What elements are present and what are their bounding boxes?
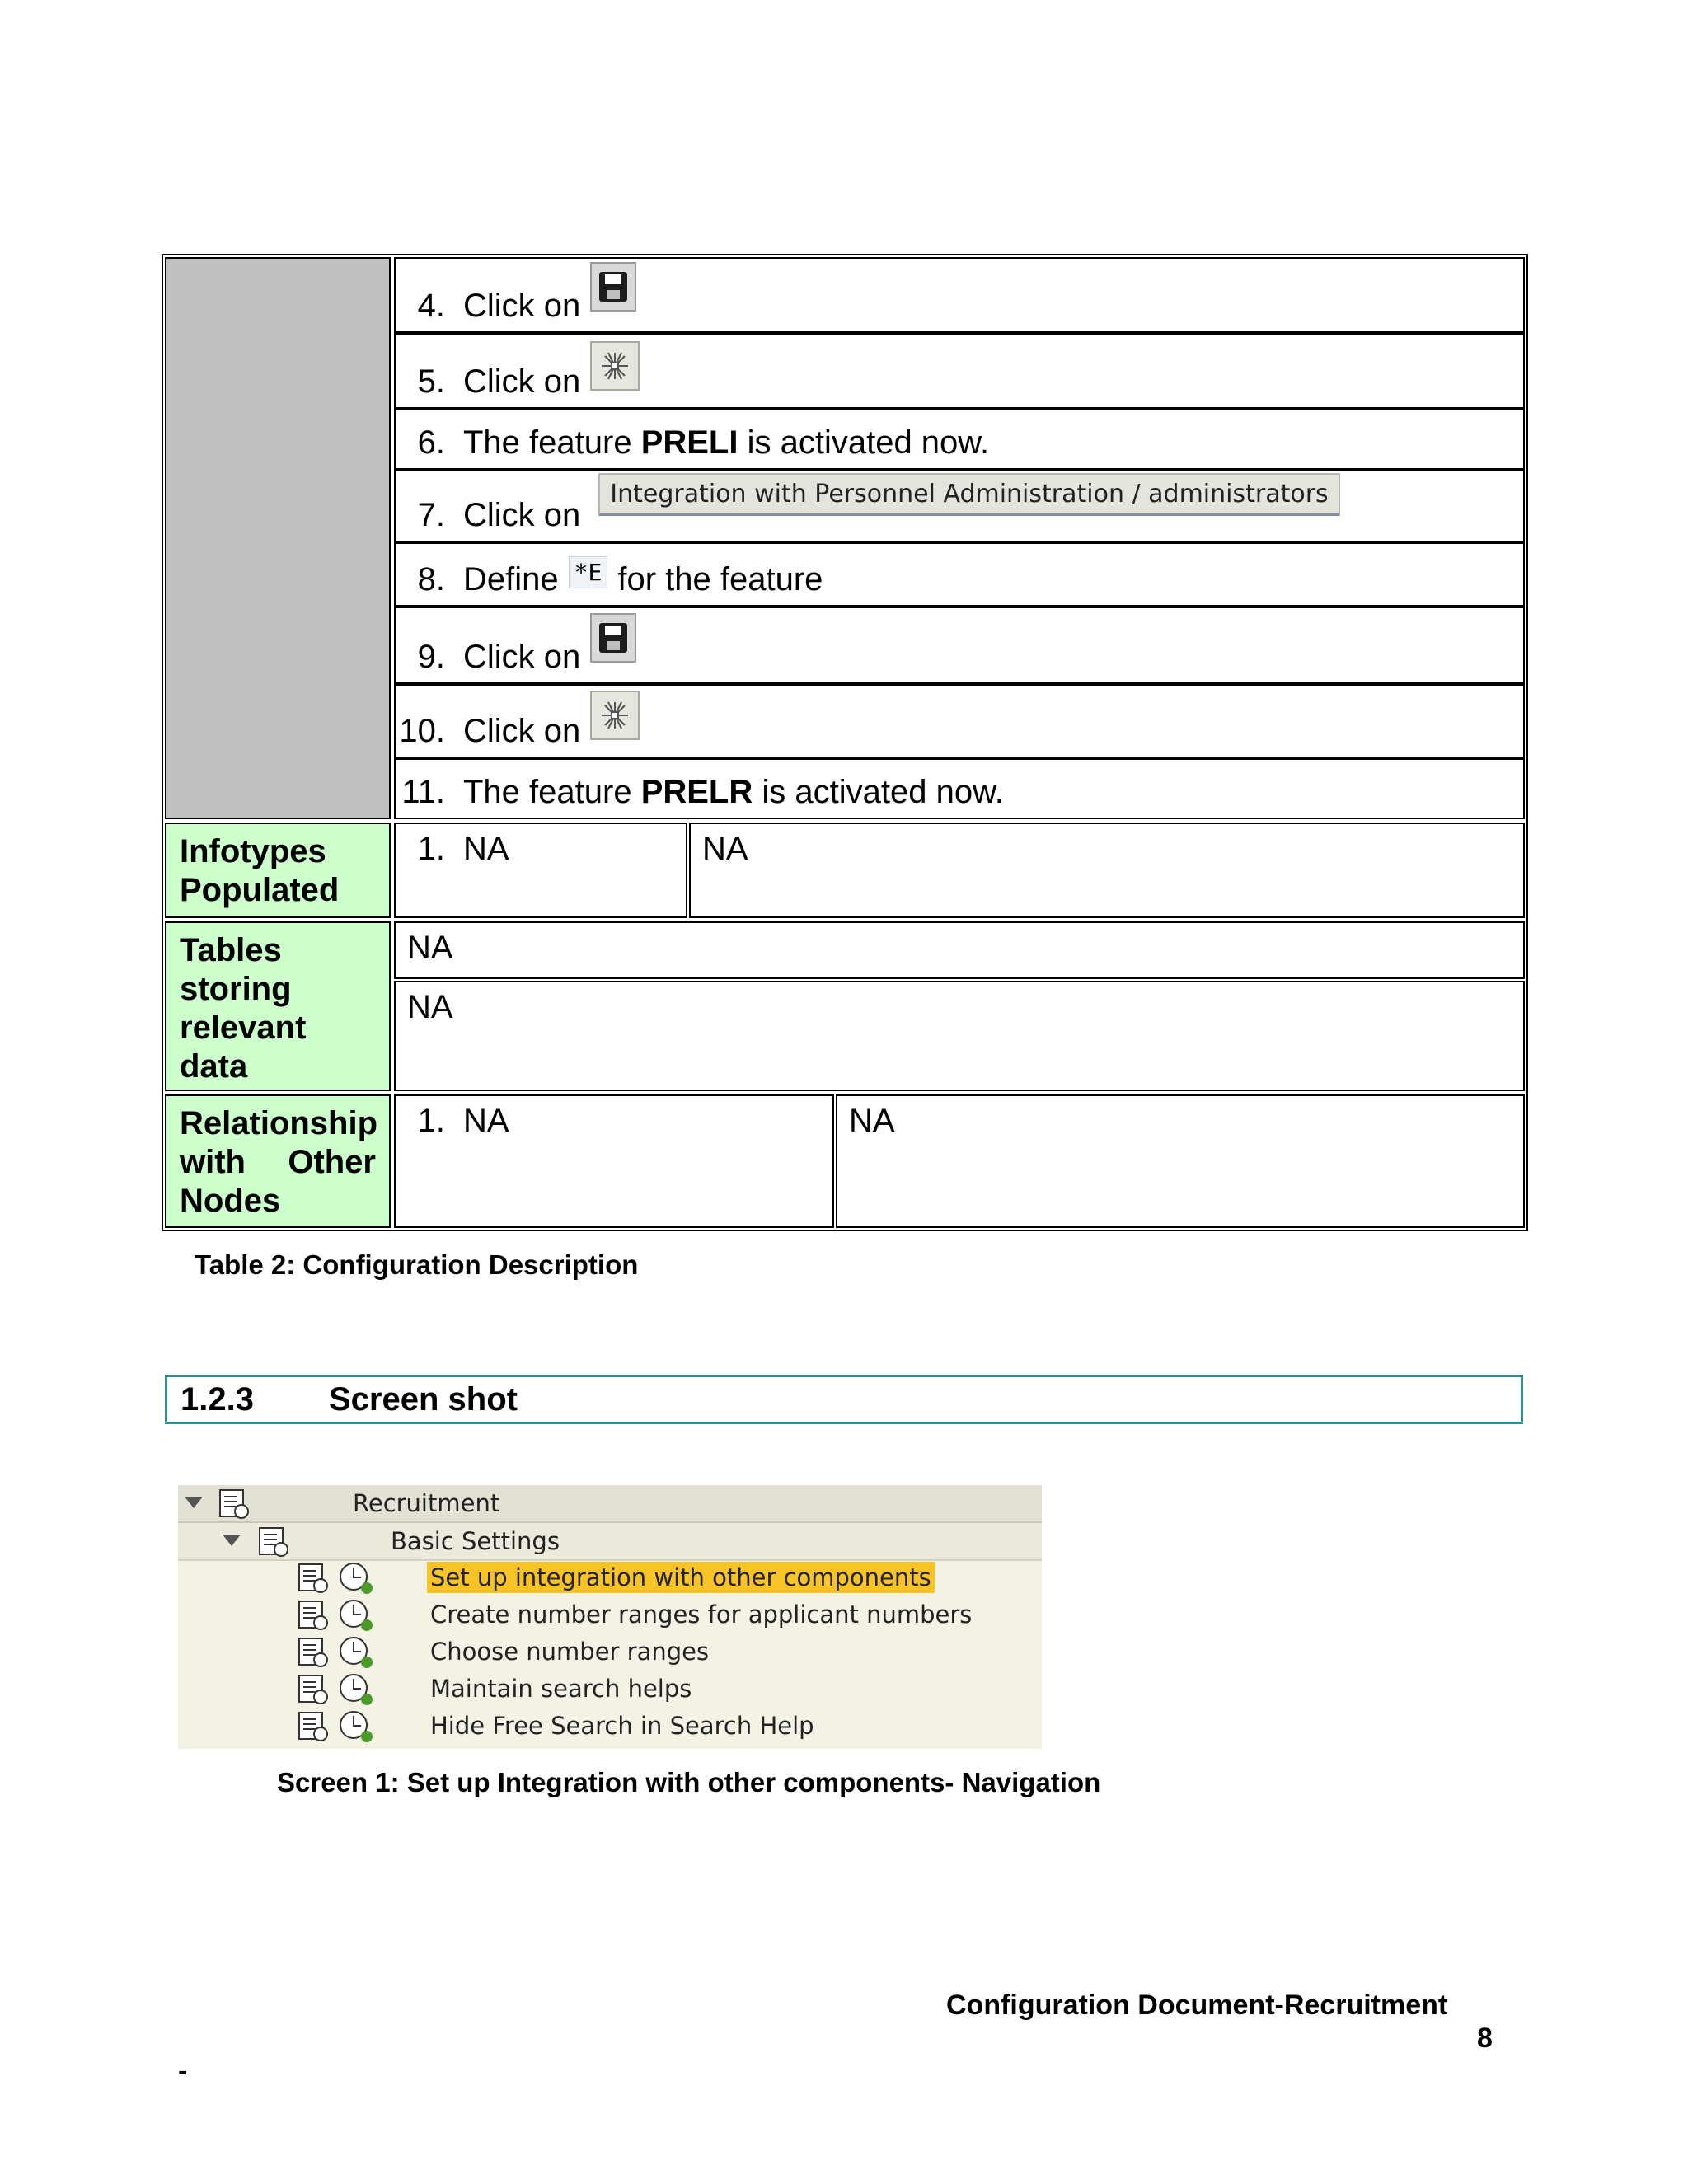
document-icon xyxy=(259,1527,284,1555)
tree-label: Recruitment xyxy=(353,1489,500,1517)
document-icon xyxy=(298,1675,323,1703)
tree-item[interactable] xyxy=(178,1596,1042,1633)
infotypes-detail-value: NA xyxy=(702,831,748,867)
infotypes-value: NA xyxy=(463,831,509,867)
tree-item[interactable] xyxy=(178,1559,1042,1596)
step-row-4 xyxy=(394,257,1525,333)
tree-label[interactable]: Choose number ranges xyxy=(430,1638,710,1666)
list-number: 1. xyxy=(417,831,445,867)
step-number: 7. xyxy=(417,497,445,533)
tree-item[interactable] xyxy=(178,1633,1042,1670)
tree-label[interactable]: Maintain search helps xyxy=(430,1675,692,1703)
tables-cell-1 xyxy=(394,921,1525,979)
save-icon xyxy=(590,262,636,312)
step-row-5 xyxy=(394,333,1525,409)
tree-node-recruitment[interactable] xyxy=(178,1485,1042,1523)
step-number: 5. xyxy=(417,363,445,400)
document-icon xyxy=(298,1563,323,1591)
activate-icon xyxy=(590,691,640,740)
section-number: 1.2.3 xyxy=(181,1380,254,1418)
step-text: The feature PRELI is activated now. xyxy=(463,424,990,461)
feature-value-e: *E xyxy=(569,556,608,588)
step-text: The feature PRELR is activated now. xyxy=(463,774,1004,810)
tree-node-basic-settings[interactable] xyxy=(178,1523,1042,1561)
tree-label[interactable]: Hide Free Search in Search Help xyxy=(430,1712,814,1740)
relationship-list-cell xyxy=(394,1094,834,1228)
integration-pa-button: Integration with Personnel Administration / administrators xyxy=(598,473,1339,516)
execute-clock-icon[interactable] xyxy=(340,1711,368,1739)
step-row-6 xyxy=(394,409,1525,470)
step-row-11 xyxy=(394,758,1525,819)
expand-triangle-icon[interactable] xyxy=(223,1535,241,1546)
step-number: 10. xyxy=(399,713,445,749)
save-icon xyxy=(590,613,636,663)
execute-clock-icon[interactable] xyxy=(340,1600,368,1628)
section-heading xyxy=(165,1375,1523,1424)
step-number: 8. xyxy=(417,561,445,598)
tables-value-2: NA xyxy=(407,989,453,1025)
document-icon xyxy=(219,1489,244,1517)
infotypes-label: Infotypes Populated xyxy=(165,823,391,918)
feature-name: PRELR xyxy=(640,774,753,810)
list-number: 1. xyxy=(417,1103,445,1139)
step-row-8 xyxy=(394,542,1525,607)
expand-triangle-icon[interactable] xyxy=(185,1497,203,1508)
step-row-7 xyxy=(394,470,1525,542)
empty-label-cell xyxy=(165,257,391,819)
infotypes-list-cell xyxy=(394,823,687,918)
feature-name: PRELI xyxy=(640,424,738,461)
relationship-detail-cell xyxy=(836,1094,1525,1228)
execute-clock-icon[interactable] xyxy=(340,1563,368,1591)
step-row-9 xyxy=(394,607,1525,684)
step-number: 11. xyxy=(401,774,445,810)
tree-label-highlighted[interactable]: Set up integration with other components xyxy=(427,1562,935,1593)
step-text-end: for the feature xyxy=(617,561,823,598)
tree-label: Basic Settings xyxy=(391,1527,560,1555)
execute-clock-icon[interactable] xyxy=(340,1674,368,1702)
step-number: 9. xyxy=(417,639,445,675)
sap-tree-screenshot xyxy=(178,1485,1042,1749)
tables-cell-2 xyxy=(394,981,1525,1091)
section-title: Screen shot xyxy=(329,1380,518,1418)
step-text: Define xyxy=(463,561,559,598)
step-text: Click on xyxy=(463,639,581,675)
step-text: Click on xyxy=(463,713,581,749)
relationship-label: Relationship with Other Nodes xyxy=(165,1094,391,1228)
tree-label[interactable]: Create number ranges for applicant numbers xyxy=(430,1601,973,1629)
step-number: 6. xyxy=(417,424,445,461)
step-row-10 xyxy=(394,684,1525,758)
activate-icon xyxy=(590,341,640,391)
step-text: Click on xyxy=(463,288,581,324)
tree-item[interactable] xyxy=(178,1671,1042,1707)
tables-label: Tables storing relevant data xyxy=(165,921,391,1091)
footer-dash: - xyxy=(178,2055,188,2087)
infotypes-detail-cell xyxy=(689,823,1525,918)
relationship-detail-value: NA xyxy=(849,1103,895,1139)
screen-caption: Screen 1: Set up Integration with other components- Navigation xyxy=(277,1767,1101,1797)
page-number: 8 xyxy=(1477,2022,1493,2054)
tables-value-1: NA xyxy=(407,930,453,966)
step-number: 4. xyxy=(417,288,445,324)
document-icon xyxy=(298,1638,323,1666)
document-icon xyxy=(298,1712,323,1740)
execute-clock-icon[interactable] xyxy=(340,1637,368,1665)
step-text: Click on xyxy=(463,497,581,533)
step-text: Click on xyxy=(463,363,581,400)
footer-doc-title: Configuration Document-Recruitment xyxy=(946,1990,1448,2021)
document-icon xyxy=(298,1601,323,1629)
tree-item[interactable] xyxy=(178,1708,1042,1744)
relationship-value: NA xyxy=(463,1103,509,1139)
table-caption: Table 2: Configuration Description xyxy=(195,1249,639,1280)
